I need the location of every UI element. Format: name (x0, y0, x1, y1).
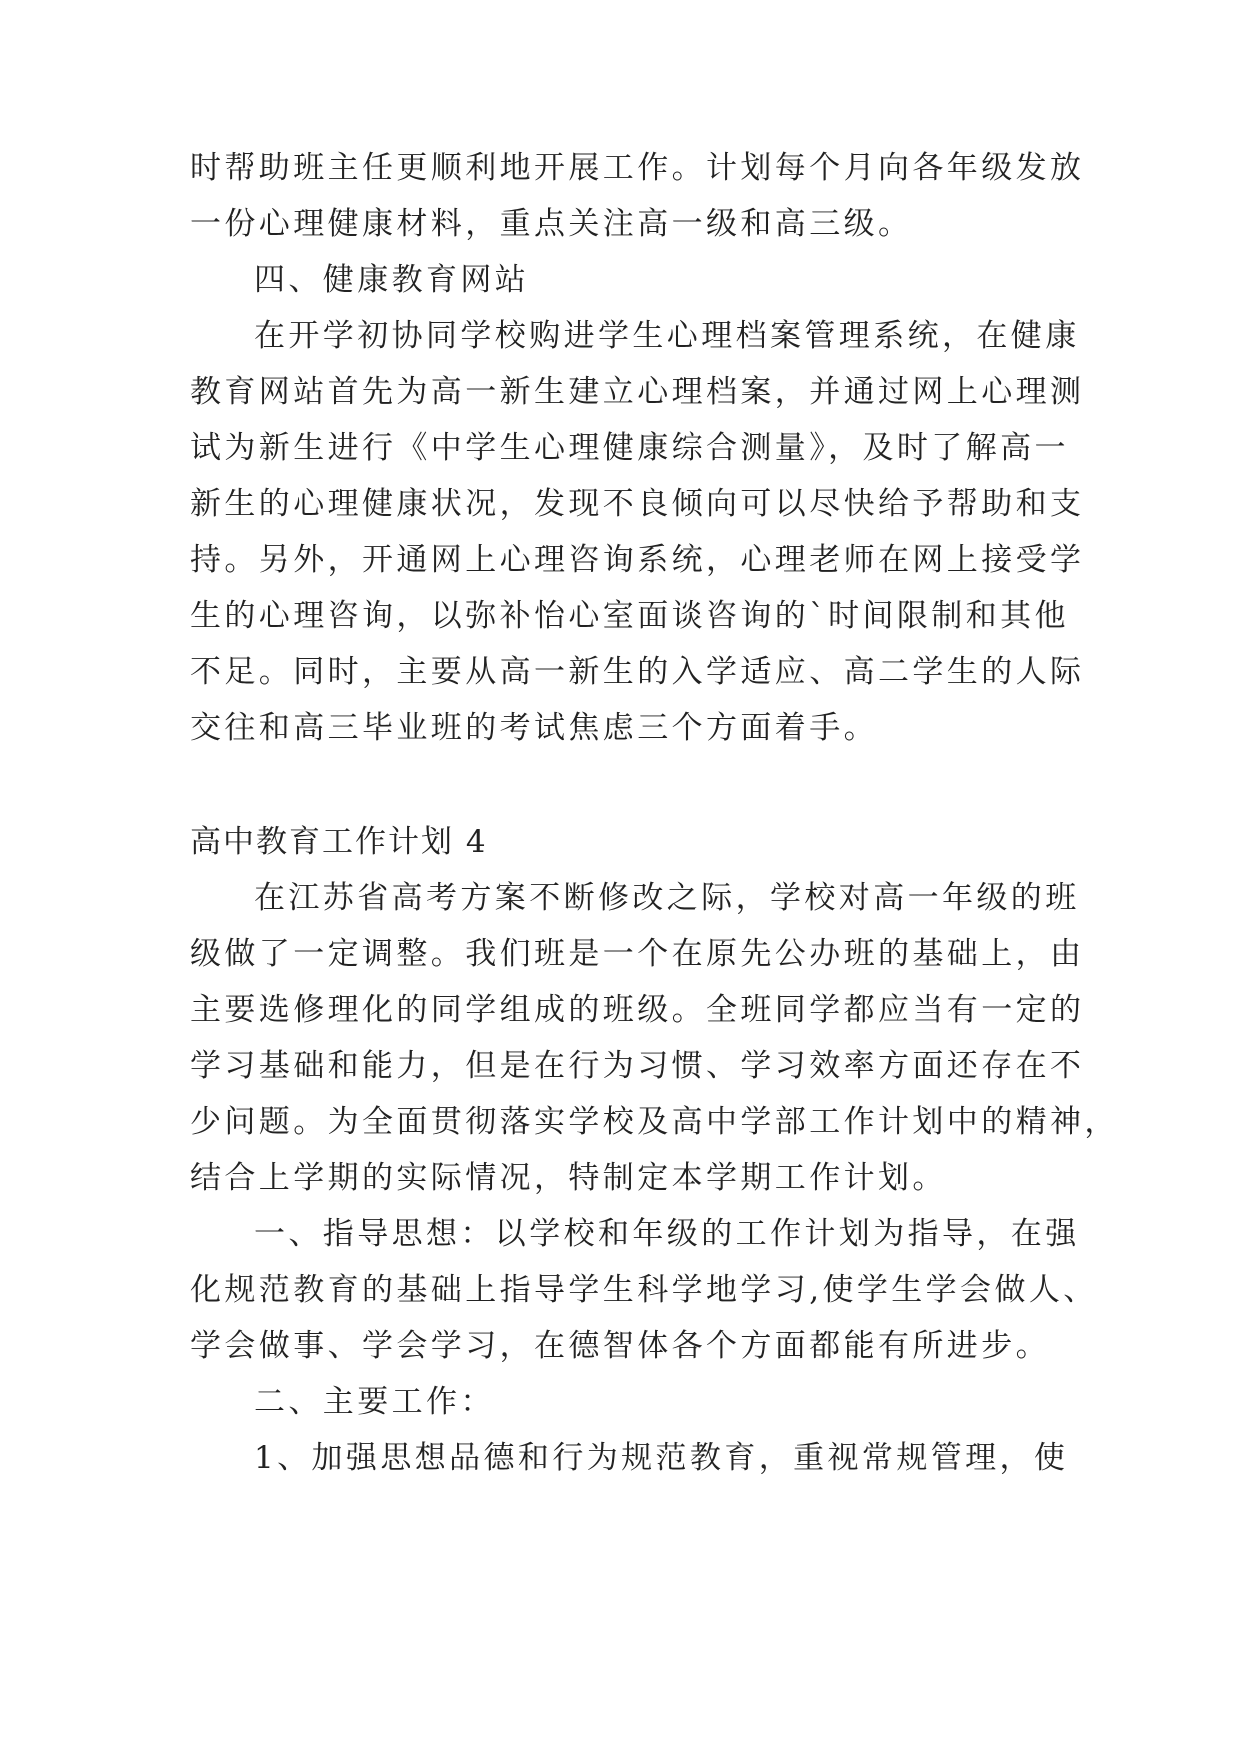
text-line: 交往和高三毕业班的考试焦虑三个方面着手。 (190, 710, 878, 746)
paragraph-first-line: 在开学初协同学校购进学生心理档案管理系统，在健康 (254, 318, 1080, 354)
text-line: 学习基础和能力，但是在行为习惯、学习效率方面还存在不 (190, 1048, 1085, 1084)
text-line: 学会做事、学会学习，在德智体各个方面都能有所进步。 (190, 1328, 1050, 1364)
text-line: 教育网站首先为高一新生建立心理档案，并通过网上心理测 (190, 374, 1085, 410)
text-line: 不足。同时，主要从高一新生的入学适应、高二学生的人际 (190, 654, 1085, 690)
text-line: 持。另外，开通网上心理咨询系统，心理老师在网上接受学 (190, 542, 1085, 578)
text-line: 少问题。为全面贯彻落实学校及高中学部工作计划中的精神， (190, 1104, 1119, 1140)
text-line: 结合上学期的实际情况，特制定本学期工作计划。 (190, 1160, 947, 1196)
text-line: 一份心理健康材料，重点关注高一级和高三级。 (190, 206, 913, 242)
paragraph-first-line: 1、加强思想品德和行为规范教育，重视常规管理，使 (254, 1440, 1069, 1476)
paragraph-first-line: 一、指导思想：以学校和年级的工作计划为指导，在强 (254, 1216, 1080, 1252)
paragraph-first-line: 在江苏省高考方案不断修改之际，学校对高一年级的班 (254, 880, 1080, 916)
text-line: 时帮助班主任更顺利地开展工作。计划每个月向各年级发放 (190, 150, 1085, 186)
text-line: 化规范教育的基础上指导学生科学地学习,使学生学会做人、 (190, 1272, 1098, 1308)
text-line: 新生的心理健康状况，发现不良倾向可以尽快给予帮助和支 (190, 486, 1085, 522)
text-line: 级做了一定调整。我们班是一个在原先公办班的基础上，由 (190, 936, 1085, 972)
section-title: 高中教育工作计划 4 (190, 824, 488, 860)
section-heading-line: 二、主要工作： (254, 1384, 495, 1420)
text-line: 主要选修理化的同学组成的班级。全班同学都应当有一定的 (190, 992, 1085, 1028)
text-line: 试为新生进行《中学生心理健康综合测量》，及时了解高一 (190, 430, 1069, 466)
section-heading-line: 四、健康教育网站 (254, 262, 530, 298)
text-line: 生的心理咨询，以弥补怡心室面谈咨询的`时间限制和其他 (190, 598, 1069, 634)
